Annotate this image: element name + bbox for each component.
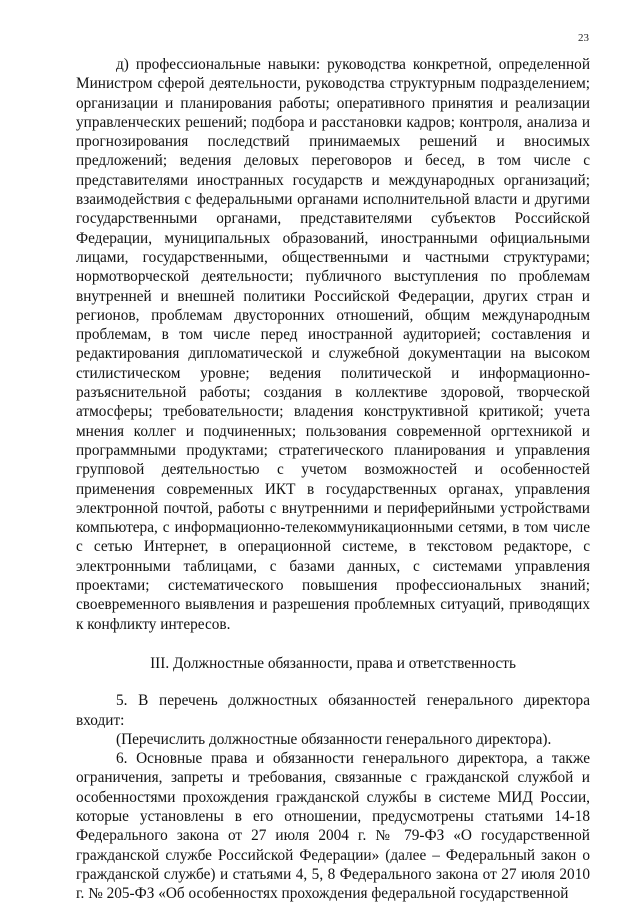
- document-body: [76, 55, 590, 903]
- paragraph-6: 6. Основные права и обязанности генерального директора, а также ограничения, запреты и требования, связанные с гражданской службой и особенностями прохождения гражданской службы в системе МИД России, которые установлены в его отношении, предусмотрены статьями 14-18 Федерального закона от 27 июля 2004 г. № 79-ФЗ «О государственной гражданской службе Российской Федерации» (далее – Федеральный закон о гражданской службе) и статьями 4, 5, 8 Федерального закона от 27 июля 2010 г. № 205-ФЗ «Об особенностях прохождения федеральной государственной: [76, 750, 590, 903]
- section-heading: III. Должностные обязанности, права и ответственность: [150, 654, 516, 672]
- paragraph-5: 5. В перечень должностных обязанностей генерального директора входит:: [76, 692, 590, 729]
- paragraph-5-note: (Перечислить должностные обязанности генерального директора).: [116, 730, 552, 748]
- page-number: 23: [578, 32, 589, 44]
- paragraph-professional-skills: д) профессиональные навыки: руководства конкретной, определенной Министром сферой деятельности, руководства структурным подразделением; организации и планирования работы; оперативного принятия и реализации управленческих решений; подбора и расстановки кадров; контроля, анализа и прогнозирования последствий принимаемых решений и вносимых предложений; ведения деловых переговоров и бесед, в том числе с представителями иностранных государств и международных организаций; взаимодействия с федеральными органами исполнительной власти и другими государственными органами, представителями субъектов Российской Федерации, муниципальных образований, иностранными официальными лицами, государственными, общественными и частными структурами; нормотворческой деятельности; публичного выступления по проблемам внутренней и внешней политики Российской Федерации, других стран и регионов, проблемам двусторонних отношений, общим международным проблемам, в том числе перед иностранной аудиторией; составления и редактирования дипломатической и служебной документации на высоком стилистическом уровне; ведения политической и информационно-разъяснительной работы; создания в коллективе здоровой, творческой атмосферы; требовательности; владения конструктивной критикой; учета мнения коллег и подчиненных; пользования современной оргтехникой и программными продуктами; стратегического планирования и управления групповой деятельностью с учетом возможностей и особенностей применения современных ИКТ в государственных органах, управления электронной почтой, работы с внутренними и периферийными устройствами компьютера, с информационно-телекоммуникационными сетями, в том числе с сетью Интернет, в операционной системе, в текстовом редакторе, с электронными таблицами, с базами данных, с системами управления проектами; систематического повышения профессиональных знаний; своевременного выявления и разрешения проблемных ситуаций, приводящих к конфликту интересов.: [76, 56, 590, 633]
